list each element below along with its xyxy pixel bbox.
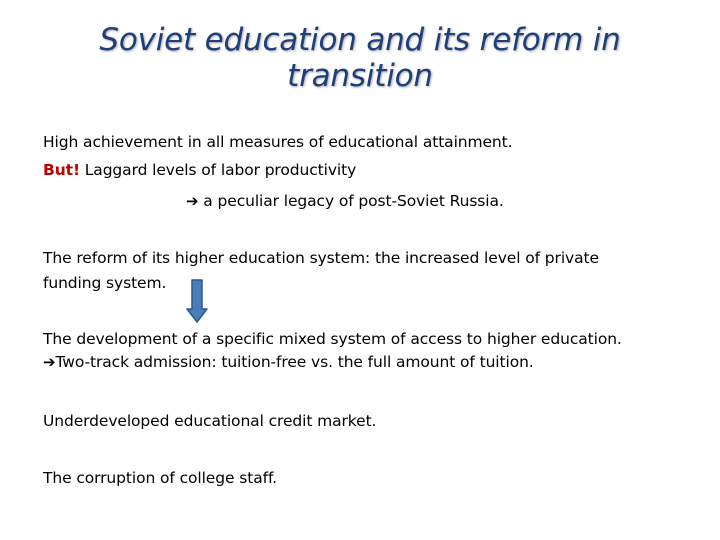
two-track-line — [43, 351, 534, 373]
reform-text-line-2: funding system. — [43, 274, 167, 292]
credit-market-text: Underdeveloped educational credit market. — [43, 412, 377, 430]
right-arrow-icon: ➔ — [186, 192, 199, 210]
but-emphasis: But! — [43, 161, 80, 179]
two-track-text: Two-track admission: tuition-free vs. the full amount of tuition. — [55, 353, 534, 371]
right-arrow-icon: ➔ — [43, 353, 56, 371]
productivity-text: Laggard levels of labor productivity — [79, 161, 357, 179]
down-arrow-icon — [186, 279, 208, 323]
title-line-2: transition — [287, 58, 433, 94]
title-line-1: Soviet education and its reform in — [99, 22, 621, 58]
legacy-text: a peculiar legacy of post-Soviet Russia. — [203, 192, 504, 210]
reform-text-line-1: The reform of its higher education system: the increased level of private — [43, 249, 599, 267]
development-text: The development of a specific mixed system of access to higher education. — [43, 330, 622, 348]
corruption-text: The corruption of college staff. — [43, 469, 278, 487]
slide-title — [60, 22, 660, 94]
achievement-text: High achievement in all measures of educational attainment. — [43, 133, 513, 151]
legacy-line — [186, 190, 504, 212]
productivity-line — [43, 159, 356, 181]
